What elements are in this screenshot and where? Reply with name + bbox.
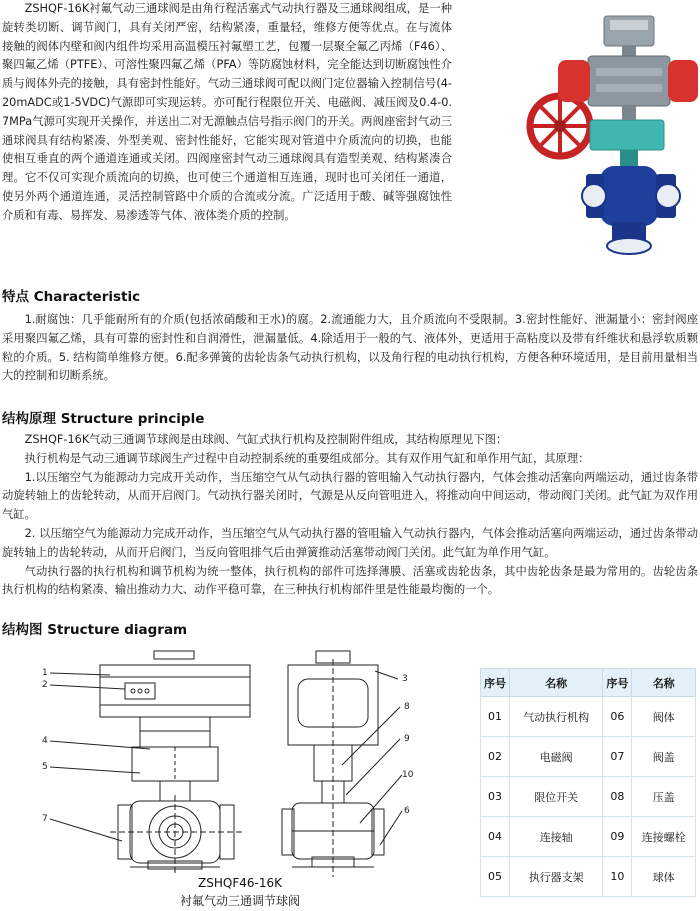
callout-1: 1 [42,668,48,678]
principle-p4: 2. 以压缩空气为能源动力完成开动作，当压缩空气从气动执行器的管咀输入气动执行器内，气体会推动活塞向两端运动，通过齿条带动旋转轴上的齿轮转动，从而开启阀门，当反向管咀排气后由弹簧推动活塞带动阀门关闭。此气缸为单作用气缸。 [2,526,698,559]
callout-10: 10 [402,770,414,780]
parts-table-header [481,669,696,697]
part-number: 04 [481,817,510,857]
model-code: ZSHQF46-16K [198,876,282,890]
header-no-2: 序号 [603,669,632,697]
model-name: 衬氟气动三通调节球阀 [179,894,300,908]
part-name: 连接螺栓 [632,817,696,857]
part-name: 球体 [632,857,696,897]
characteristic-text: 1.耐腐蚀：几乎能耐所有的介质(包括浓硝酸和王水)的腐。2.流通能力大，且介质流向不受限制。3.密封性能好、泄漏量小：密封阀座采用聚四氟乙烯，具有可靠的密封性和自润滑性，泄漏量低。4.除适用于一般的气、液体外，更适用于高粘度以及带有纤维状和悬浮软质颗粒的介质。5. 结构简单维修方便。6.配多弹簧的齿轮齿条气动执行机构，以及角行程的电动执行机构，方便各种环境适用，是目前用量相当大的控制和切断系统。 [2,313,698,383]
principle-p3: 1.以压缩空气为能源动力完成开关动作，当压缩空气从气动执行器的管咀输入气动执行器内，气体会推动活塞向两端运动，通过齿条带动旋转轴上的齿轮转动，从而开启阀门。气动执行器关闭时，气源是从反向管咀进入，将推动向中间运动，带动阀门关闭。此气缸为双作用气缸。 [2,470,698,522]
part-number: 08 [603,777,632,817]
callout-4: 4 [42,736,48,746]
callout-labels-right [402,674,414,816]
side-view-drawing [282,651,402,877]
parts-table [480,668,696,897]
handwheel-icon [530,96,590,156]
part-name: 压盖 [632,777,696,817]
callout-5: 5 [42,762,48,772]
part-number: 06 [603,697,632,737]
intro-text: ZSHQF-16K衬氟气动三通球阀是由角行程活塞式气动执行器及三通球阀组成，是一种旋转类切断、调节阀门，具有关闭严密，结构紧凑，重量轻，维修方便等优点。在与流体接触的阀体内壁和阀内组件均采用高温模压衬氟塑工艺，包覆一层聚全氟乙丙烯（F46）、聚四氟乙烯（PTFE）、可溶性聚四氟乙烯（PFA）等防腐蚀材料，完全能达到切断腐蚀性介质与阀体外壳的接触，具有密封性能好。气动三通球阀可配以阀门定位器输入控制信号(4-20mADC或1-5VDC)气源即可实现运转。亦可配行程限位开关、电磁阀、减压阀及0.4-0.7MPa气源可实现开关操作，并送出二对无源触点信号指示阀门的开关。两阀座密封气动三通球阀具有结构紧凑、外型美观、密封性能好，它能实现对管道中介质流向的切换，也能使相互垂直的两个通道连通或关闭。四阀座密封气动三通球阀具有造型美观、结构紧凑合理。它不仅可实现介质流向的切换，也可使三个通道相互连通，现时也可关闭任一通道，使另外两个通道连通，灵活控制管路中介质的合流或分流。广泛适用于酸、碱等强腐蚀性介质和有毒、易挥发、易渗透等气体、液体类介质的控制。 [2,2,452,222]
table-row [481,737,696,777]
callout-3: 3 [402,674,408,684]
structure-principle-body [2,431,698,600]
part-number: 02 [481,737,510,777]
structure-diagram-title: 结构图 Structure diagram [2,622,188,638]
callout-2: 2 [42,680,48,690]
table-row [481,857,696,897]
part-name: 气动执行机构 [510,697,603,737]
callout-8: 8 [404,702,410,712]
callout-9: 9 [404,734,410,744]
header-name-2: 名称 [632,669,696,697]
table-row [481,817,696,857]
table-row [481,697,696,737]
characteristic-title: 特点 Characteristic [2,289,141,305]
product-photo [522,8,700,258]
callout-labels-left [42,668,48,824]
structure-principle-title: 结构原理 Structure principle [2,411,205,427]
part-name: 连接轴 [510,817,603,857]
front-view-drawing [50,651,250,873]
principle-p2: 执行机构是气动三通调节球阀生产过程中自动控制系统的重要组成部分。其有双作用气缸和单作用气缸，其原理： [24,451,590,465]
callout-6: 6 [404,806,410,816]
header-name-1: 名称 [510,669,603,697]
principle-p5: 气动执行器的执行机构和调节机构为统一整体，执行机构的部件可选择薄膜、活塞或齿轮齿条，其中齿轮齿条是最为常用的。齿轮齿条执行机构的结构紧凑、输出推动力大、动作平稳可靠，在三种执行机构部件里是性能最均衡的一个。 [2,564,698,597]
header-no-1: 序号 [481,669,510,697]
callout-7: 7 [42,814,48,824]
part-number: 10 [603,857,632,897]
technical-drawing [30,645,430,885]
part-name: 阀盖 [632,737,696,777]
part-number: 03 [481,777,510,817]
intro-paragraph [2,0,452,226]
part-number: 09 [603,817,632,857]
part-number: 01 [481,697,510,737]
part-number: 05 [481,857,510,897]
part-name: 阀体 [632,697,696,737]
part-number: 07 [603,737,632,777]
principle-p1: ZSHQF-16K气动三通调节球阀是由球阀、气缸式执行机构及控制附件组成，其结构原理见下图： [24,433,508,446]
characteristic-body [2,311,698,386]
part-name: 限位开关 [510,777,603,817]
part-name: 执行器支架 [510,857,603,897]
table-row [481,777,696,817]
valve-body-icon [582,166,680,254]
part-name: 电磁阀 [510,737,603,777]
